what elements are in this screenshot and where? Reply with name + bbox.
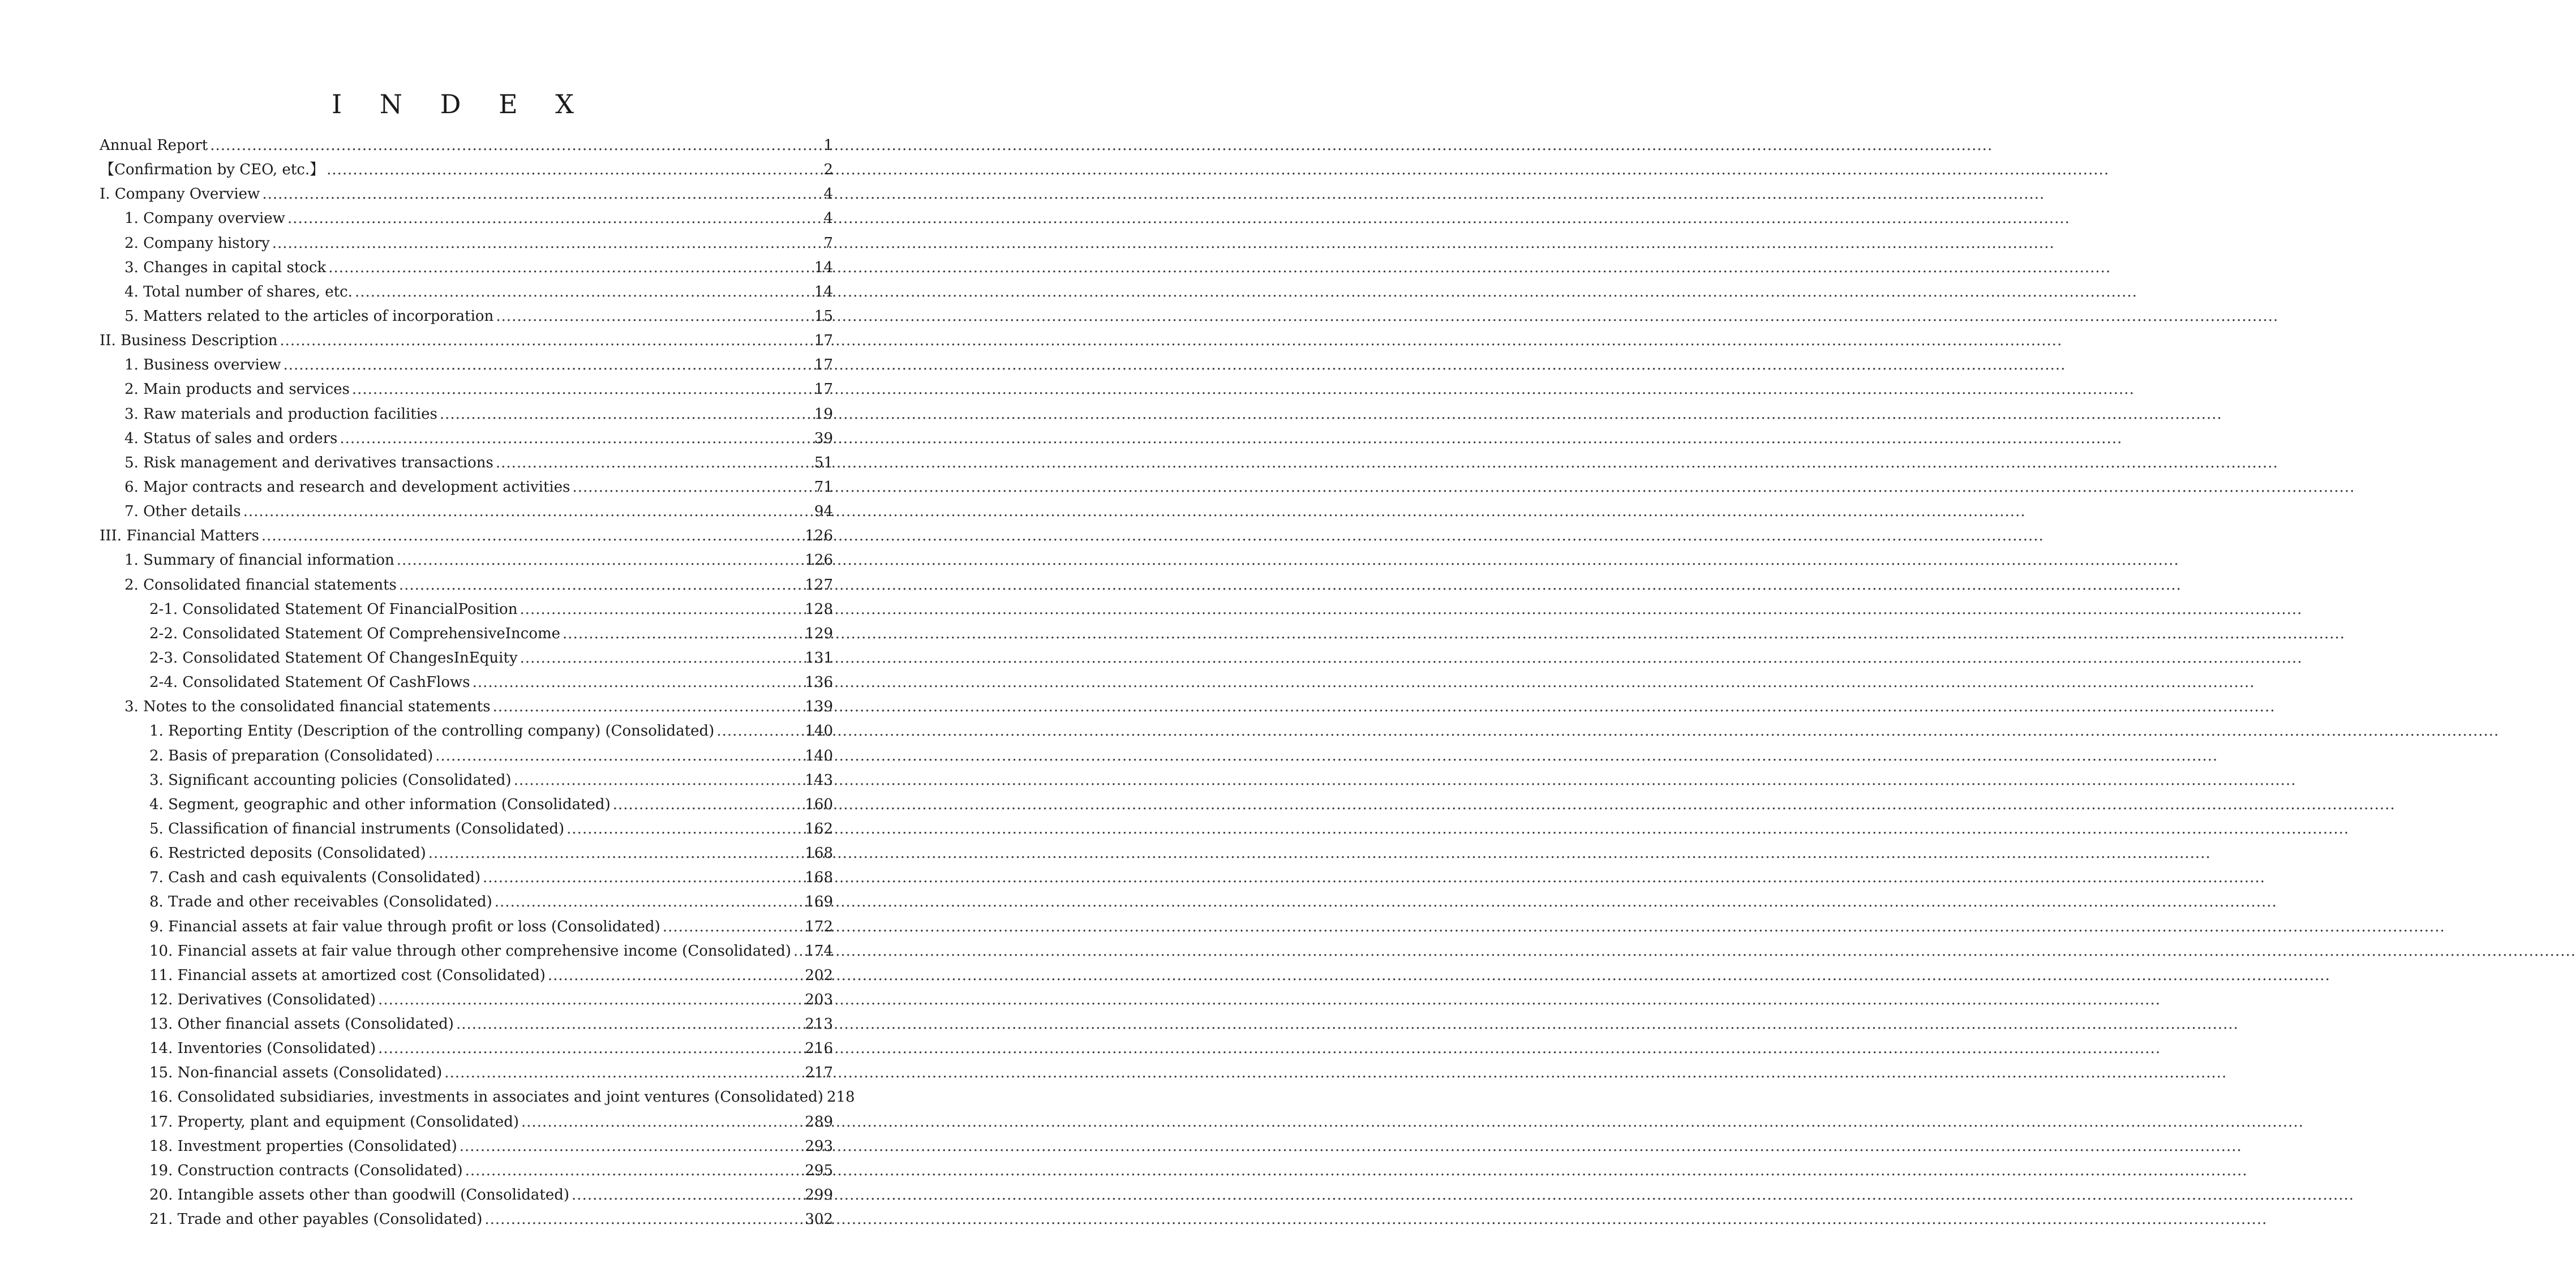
toc-page-number: 139 [805, 698, 833, 716]
toc-dot-leader [272, 231, 823, 256]
toc-dot-leader [340, 427, 813, 451]
toc-page-number: 14 [814, 283, 833, 300]
toc-entry-label: 7. Other details [124, 503, 241, 521]
toc-entry[interactable] [100, 1159, 833, 1183]
toc-page-number: 217 [805, 1064, 833, 1082]
toc-page-number: 4 [823, 186, 833, 203]
toc-entry-label: III. Financial Matters [100, 527, 259, 545]
toc-entry-label: 6. Major contracts and research and development activities [124, 478, 570, 496]
toc-entry-label: 【Confirmation by CEO, etc.】 [100, 161, 325, 179]
toc-page-number: 19 [814, 405, 833, 423]
toc-page-number: 143 [805, 771, 833, 789]
toc-dot-leader [397, 548, 804, 573]
toc-page-number: 17 [814, 356, 833, 374]
toc-entry[interactable] [100, 1085, 855, 1110]
toc-dot-leader [460, 1134, 804, 1159]
toc-dot-leader [496, 451, 813, 475]
toc-dot-leader [572, 1183, 804, 1207]
toc-entry-label: 12. Derivatives (Consolidated) [149, 991, 376, 1008]
toc-entry[interactable] [100, 548, 833, 573]
toc-entry-label: 7. Cash and cash equivalents (Consolidated) [149, 869, 480, 887]
toc-entry[interactable] [100, 866, 833, 890]
toc-entry-label: 5. Classification of financial instruments (Consolidated) [149, 820, 565, 837]
toc-entry-label: 19. Construction contracts (Consolidated) [149, 1162, 463, 1179]
toc-entry[interactable] [100, 207, 833, 231]
toc-dot-leader [243, 500, 813, 524]
toc-entry[interactable] [100, 1037, 833, 1061]
toc-page-number: 168 [805, 845, 833, 862]
toc-page-number: 299 [805, 1187, 833, 1204]
toc-entry[interactable] [100, 597, 833, 622]
toc-entry[interactable] [100, 1061, 833, 1085]
toc-entry[interactable] [100, 1183, 833, 1207]
toc-page-number: 168 [805, 869, 833, 887]
toc-entry[interactable] [100, 939, 833, 964]
toc-entry-label: 10. Financial assets at fair value through other comprehensive income (Consolidated) [149, 942, 792, 960]
toc-entry[interactable] [100, 158, 833, 182]
toc-page-number: 140 [805, 747, 833, 764]
toc-page-number: 289 [805, 1113, 833, 1130]
toc-entry[interactable] [100, 695, 833, 719]
toc-entry-label: 2-4. Consolidated Statement Of CashFlows [149, 674, 470, 691]
toc-entry[interactable] [100, 817, 833, 841]
toc-dot-leader [435, 744, 804, 768]
toc-page-number: 213 [805, 1016, 833, 1033]
toc-page-number: 131 [805, 649, 833, 667]
toc-dot-leader [328, 256, 813, 280]
toc-dot-leader [563, 622, 804, 646]
toc-dot-leader [378, 988, 804, 1012]
toc-entry[interactable] [100, 304, 833, 329]
toc-entry-label: II. Business Description [100, 332, 278, 350]
toc-entry-label: 18. Investment properties (Consolidated) [149, 1137, 457, 1155]
index-title: I N D E X [331, 89, 589, 119]
toc-entry-label: 17. Property, plant and equipment (Consolidated) [149, 1113, 519, 1130]
toc-entry-label: 2. Consolidated financial statements [124, 576, 397, 594]
toc-entry-label: 3. Raw materials and production facilities [124, 405, 437, 423]
toc-dot-leader [514, 768, 804, 793]
toc-entry[interactable] [100, 1110, 833, 1134]
toc-page-number: 2 [823, 161, 833, 179]
toc-entry[interactable] [100, 622, 833, 646]
toc-page-number: 17 [814, 381, 833, 398]
toc-page-number: 136 [805, 674, 833, 691]
toc-dot-leader [473, 670, 804, 695]
toc-page-number: 126 [805, 527, 833, 545]
toc-entry-label: 1. Business overview [124, 356, 281, 374]
toc-entry[interactable] [100, 402, 833, 427]
toc-page-number: 1 [823, 137, 833, 154]
toc-page-number: 71 [814, 478, 833, 496]
toc-dot-leader [521, 1110, 804, 1134]
toc-dot-leader [456, 1012, 804, 1037]
toc-entry-label: 3. Changes in capital stock [124, 259, 327, 276]
toc-dot-leader [716, 719, 804, 743]
toc-dot-leader [613, 793, 804, 817]
toc-dot-leader [378, 1037, 804, 1061]
toc-entry[interactable] [100, 1207, 833, 1232]
toc-entry-label: 21. Trade and other payables (Consolidated) [149, 1211, 483, 1228]
toc-dot-leader [520, 597, 804, 622]
toc-page-number: 174 [805, 942, 833, 960]
toc-page-number: 126 [805, 552, 833, 569]
toc-dot-leader [493, 695, 804, 719]
toc-dot-leader [496, 304, 813, 329]
toc-entry[interactable] [100, 1012, 833, 1037]
toc-page-number: 160 [805, 796, 833, 813]
toc-entry-label: 2. Company history [124, 234, 270, 252]
toc-dot-leader [399, 573, 804, 597]
toc-page-number: 218 [826, 1089, 855, 1106]
toc-dot-leader [210, 134, 822, 158]
toc-entry[interactable] [100, 500, 833, 524]
toc-entry-label: 14. Inventories (Consolidated) [149, 1040, 376, 1058]
toc-page-number: 17 [814, 332, 833, 350]
toc-entry-label: 4. Total number of shares, etc. [124, 283, 353, 300]
toc-dot-leader [428, 841, 804, 866]
toc-page-number: 162 [805, 820, 833, 837]
toc-dot-leader [280, 329, 813, 353]
toc-entry[interactable] [100, 329, 833, 353]
toc-page-number: 51 [814, 454, 833, 471]
toc-dot-leader [566, 817, 804, 841]
toc-entry-label: 13. Other financial assets (Consolidated) [149, 1016, 454, 1033]
toc-page-number: 4 [823, 210, 833, 227]
toc-entry[interactable] [100, 353, 833, 377]
toc-page-number: 302 [805, 1211, 833, 1228]
toc-entry-label: 1. Company overview [124, 210, 285, 227]
toc-page-number: 169 [805, 893, 833, 911]
toc-entry[interactable] [100, 280, 833, 304]
toc-page-number: 216 [805, 1040, 833, 1058]
toc-page-number: 172 [805, 918, 833, 935]
toc-dot-leader [440, 402, 813, 427]
toc-dot-leader [261, 524, 804, 548]
toc-entry-label: 5. Risk management and derivatives transactions [124, 454, 493, 471]
toc-entry[interactable] [100, 524, 833, 548]
toc-entry[interactable] [100, 793, 833, 817]
toc-entry-label: 1. Reporting Entity (Description of the controlling company) (Consolidated) [149, 723, 715, 740]
toc-entry-label: I. Company Overview [100, 186, 260, 203]
toc-entry[interactable] [100, 744, 833, 768]
toc-dot-leader [283, 353, 813, 377]
toc-entry-label: 2. Basis of preparation (Consolidated) [149, 747, 433, 764]
toc-entry-label: 2-2. Consolidated Statement Of ComprehensiveIncome [149, 625, 561, 642]
toc-entry[interactable] [100, 646, 833, 670]
toc-dot-leader [355, 280, 813, 304]
toc-entry[interactable] [100, 182, 833, 207]
toc-entry-label: 2-1. Consolidated Statement Of FinancialPosition [149, 600, 518, 618]
toc-entry[interactable] [100, 841, 833, 866]
toc-page-number: 127 [805, 576, 833, 594]
toc-entry[interactable] [100, 451, 833, 475]
toc-entry-label: 3. Significant accounting policies (Consolidated) [149, 771, 512, 789]
toc-dot-leader [483, 866, 804, 890]
toc-dot-leader [663, 915, 804, 939]
toc-entry[interactable] [100, 231, 833, 256]
toc-page-number: 39 [814, 429, 833, 447]
toc-entry-label: 2. Main products and services [124, 381, 350, 398]
toc-page-number: 14 [814, 259, 833, 276]
toc-entry[interactable] [100, 427, 833, 451]
toc-entry[interactable] [100, 988, 833, 1012]
toc-page-number: 7 [823, 234, 833, 252]
toc-dot-leader [262, 182, 822, 207]
toc-page-number: 295 [805, 1162, 833, 1179]
toc-dot-leader [495, 890, 804, 914]
toc-entry[interactable] [100, 670, 833, 695]
toc-entry-label: 4. Segment, geographic and other information (Consolidated) [149, 796, 611, 813]
toc-entry-label: Annual Report [100, 137, 208, 154]
toc-entry-label: 6. Restricted deposits (Consolidated) [149, 845, 426, 862]
toc-entry-label: 20. Intangible assets other than goodwill (Consolidated) [149, 1187, 570, 1204]
toc-entry-label: 15. Non-financial assets (Consolidated) [149, 1064, 443, 1082]
toc-page-number: 293 [805, 1137, 833, 1155]
toc-dot-leader [484, 1207, 804, 1232]
toc-entry[interactable] [100, 475, 833, 500]
toc-page-number: 15 [814, 307, 833, 325]
toc-dot-leader [520, 646, 804, 670]
toc-page-number: 202 [805, 966, 833, 984]
toc-dot-leader [572, 475, 813, 500]
table-of-contents [100, 134, 855, 1232]
toc-entry-label: 9. Financial assets at fair value through profit or loss (Consolidated) [149, 918, 660, 935]
toc-dot-leader [465, 1159, 804, 1183]
toc-page-number: 129 [805, 625, 833, 642]
toc-entry[interactable] [100, 719, 833, 743]
toc-entry[interactable] [100, 890, 833, 914]
toc-page-number: 140 [805, 723, 833, 740]
toc-entry-label: 2-3. Consolidated Statement Of ChangesInEquity [149, 649, 518, 667]
toc-entry-label: 11. Financial assets at amortized cost (Consolidated) [149, 966, 546, 984]
toc-entry[interactable] [100, 915, 833, 939]
toc-dot-leader [352, 377, 813, 402]
toc-dot-leader [548, 964, 804, 988]
toc-entry-label: 1. Summary of financial information [124, 552, 394, 569]
toc-entry[interactable] [100, 1134, 833, 1159]
toc-entry-label: 3. Notes to the consolidated financial statements [124, 698, 491, 716]
toc-entry[interactable] [100, 256, 833, 280]
toc-entry-label: 5. Matters related to the articles of incorporation [124, 307, 494, 325]
toc-dot-leader [793, 939, 804, 964]
toc-entry[interactable] [100, 377, 833, 402]
document-page [0, 0, 905, 1281]
toc-entry[interactable] [100, 964, 833, 988]
toc-dot-leader [287, 207, 823, 231]
toc-entry-label: 16. Consolidated subsidiaries, investments in associates and joint ventures (Consolidated) [149, 1089, 823, 1106]
toc-entry[interactable] [100, 134, 833, 158]
toc-dot-leader [444, 1061, 804, 1085]
toc-page-number: 203 [805, 991, 833, 1008]
toc-entry[interactable] [100, 573, 833, 597]
toc-entry-label: 4. Status of sales and orders [124, 429, 338, 447]
toc-dot-leader [327, 158, 822, 182]
toc-entry-label: 8. Trade and other receivables (Consolidated) [149, 893, 492, 911]
toc-page-number: 128 [805, 600, 833, 618]
toc-page-number: 94 [814, 503, 833, 521]
toc-entry[interactable] [100, 768, 833, 793]
